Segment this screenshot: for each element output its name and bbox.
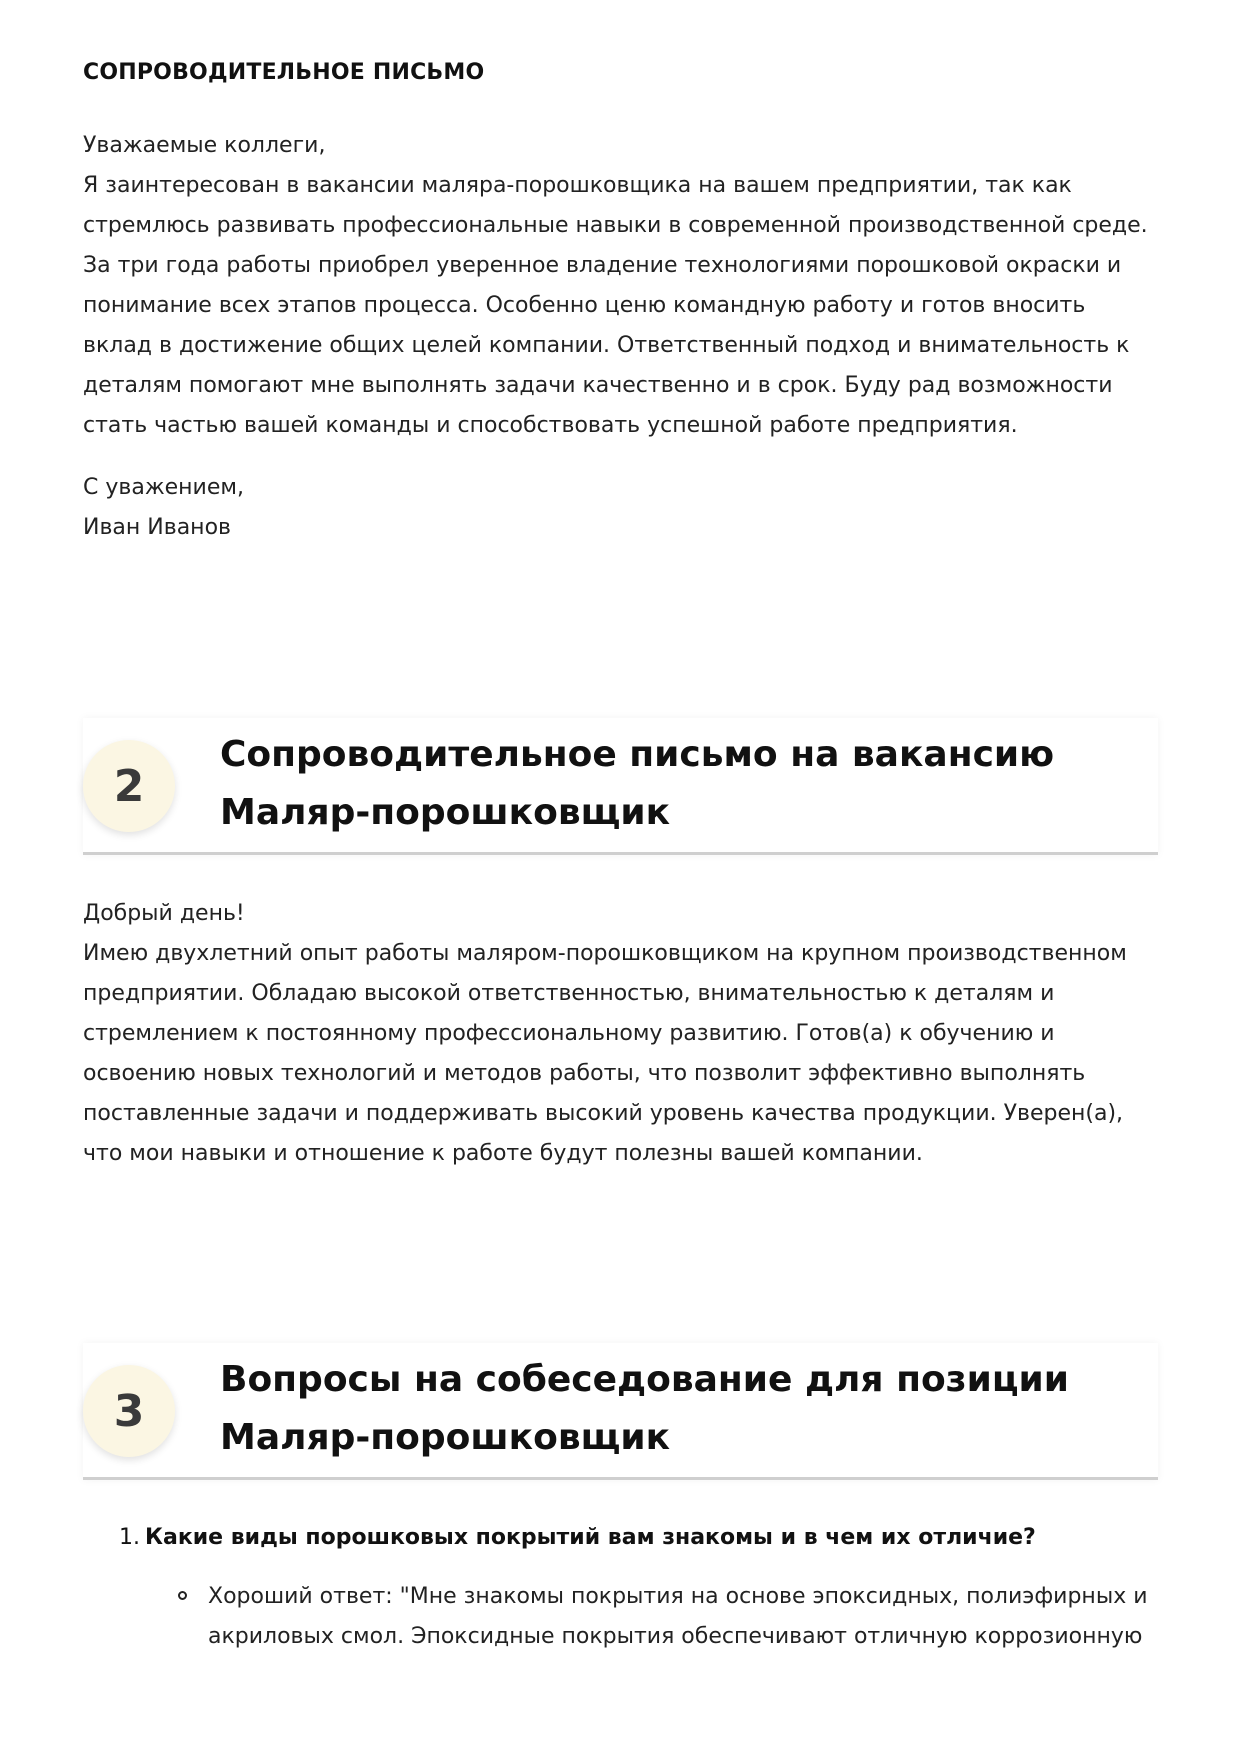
section-3-number-badge: 3 <box>83 1365 175 1457</box>
section-3-title: Вопросы на собеседование для позиции Маляр-порошковщик <box>220 1359 1069 1458</box>
section-2-title: Сопроводительное письмо на вакансию Маляр-порошковщик <box>220 734 1055 833</box>
letter1-greeting: Уважаемые коллеги, <box>83 133 326 158</box>
answer-item <box>208 1577 1153 1657</box>
letter2-body: Имею двухлетний опыт работы маляром-порошковщиком на крупном производственном предприятии. Обладаю высокой ответственностью, внимательностью к деталям и стремлением к постоянному профессиональному развитию. Готов(а) к обучению и освоению новых технологий и методов работы, что позволит эффективно выполнять поставленные задачи и поддерживать высокий уровень качества продукции. Уверен(а), что мои навыки и отношение к работе будут полезны вашей компании. <box>83 941 1127 1166</box>
cover-letter-2 <box>83 894 1158 1174</box>
question-item <box>83 1518 1158 1558</box>
letter1-body: Я заинтересован в вакансии маляра-порошковщика на вашем предприятии, так как стремлюсь развивать профессиональные навыки в современной производственной среде. За три года работы приобрел уверенное владение технологиями порошковой окраски и понимание всех этапов процесса. Особенно ценю командную работу и готов вносить вклад в достижение общих целей компании. Ответственный подход и внимательность к деталям помогают мне выполнять задачи качественно и в срок. Буду рад возможности стать частью вашей команды и способствовать успешной работе предприятия. <box>83 173 1148 438</box>
question-text: Какие виды порошковых покрытий вам знакомы и в чем их отличие? <box>145 1525 1036 1550</box>
letter2-greeting: Добрый день! <box>83 901 245 926</box>
letter1-signature: Иван Иванов <box>83 515 231 540</box>
section-3-header <box>83 1343 1158 1480</box>
section-2-header <box>83 718 1158 855</box>
letter1-signoff <box>83 468 1158 548</box>
hollow-bullet-icon <box>178 1591 187 1600</box>
letter1-closing: С уважением, <box>83 475 244 500</box>
cover-letter-1 <box>83 126 1158 446</box>
question-number: 1. <box>119 1525 140 1550</box>
document-title: СОПРОВОДИТЕЛЬНОЕ ПИСЬМО <box>83 60 485 85</box>
section-2-number-badge: 2 <box>83 740 175 832</box>
answer-text: Хороший ответ: "Мне знакомы покрытия на основе эпоксидных, полиэфирных и акриловых смол. Эпоксидные покрытия обеспечивают отличную коррозионную <box>208 1584 1148 1649</box>
interview-questions-list <box>83 1518 1158 1558</box>
